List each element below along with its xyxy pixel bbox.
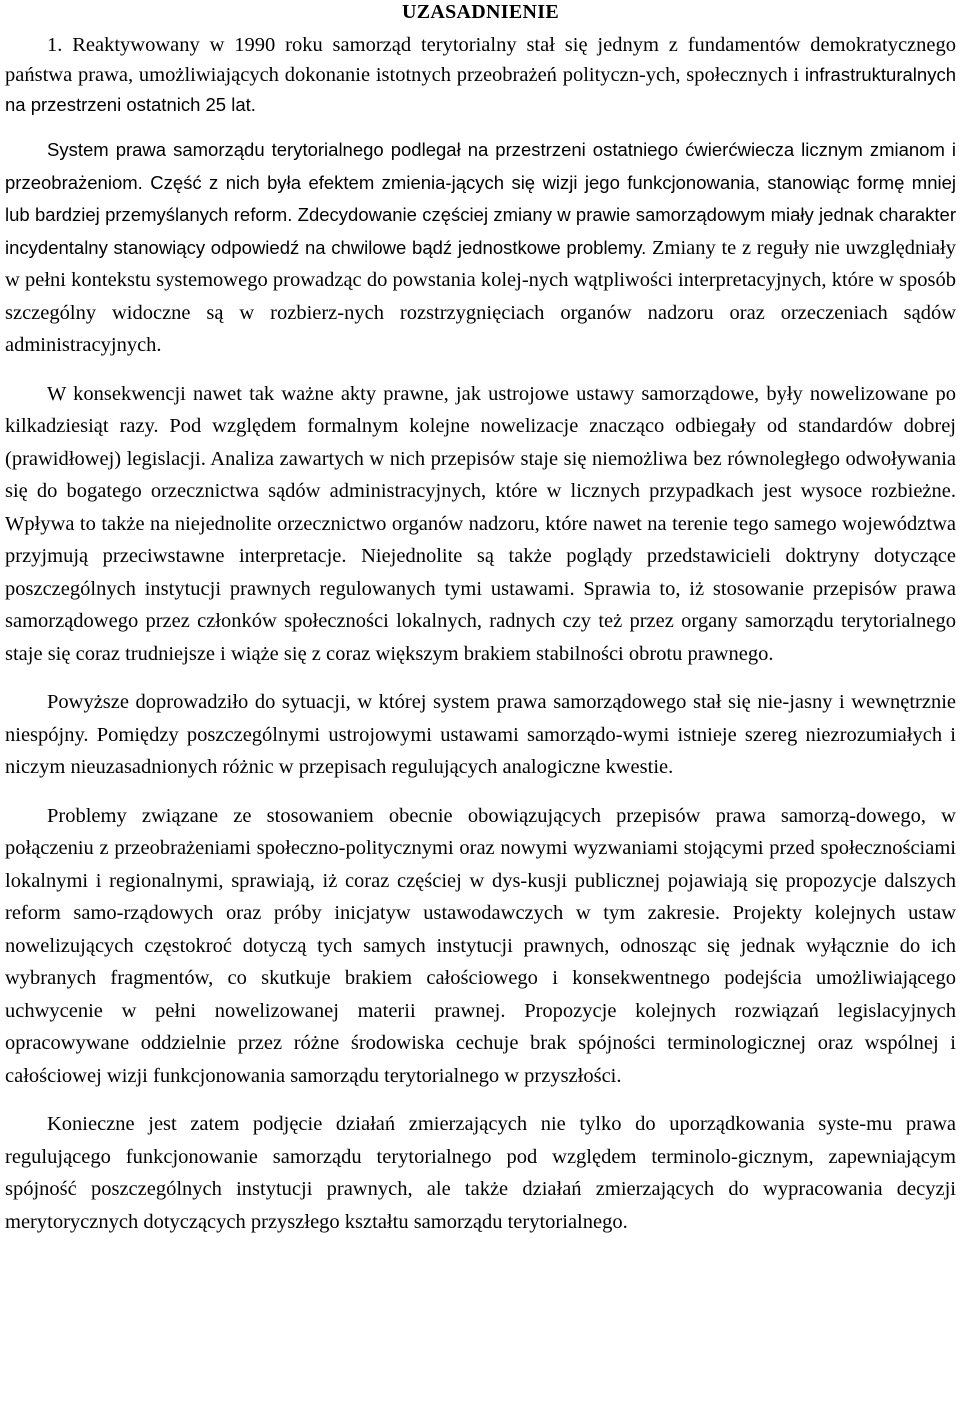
document-title: UZASADNIENIE (402, 1, 559, 23)
paragraph-3: W konsekwencji nawet tak ważne akty prawne, jak ustrojowe ustawy samorządowe, były nowelizowane po kilkadziesiąt razy. Pod względem formalnym kolejne nowelizacje znacząco odbiegały od standardów dobrej (prawidłowej) legislacji. Analiza zawartych w nich przepisów staje się niemożliwa bez równoległego odwoływania się do bogatego orzecznictwa sądów administracyjnych, które w licznych przypadkach jest wysoce rozbieżne. Wpływa to także na niejednolite orzecznictwo organów nadzoru, które nawet na terenie tego samego województwa przyjmują przeciwstawne interpretacje. Niejednolite są także poglądy przedstawicieli doktryny dotyczące poszczególnych instytucji prawnych regulowanych tymi ustawami. Sprawia to, iż stosowanie przepisów prawa samorządowego przez członków społeczności lokalnych, radnych czy też przez organy samorządu terytorialnego staje się coraz trudniejsze i wiąże się z coraz większym brakiem stabilności obrotu prawnego. (5, 382, 956, 665)
paragraph-1-text-sans: infrastrukturalnych na przestrzeni ostatnich 25 lat. (5, 64, 956, 115)
paragraph-6: Konieczne jest zatem podjęcie działań zmierzających nie tylko do uporządkowania syste-mu prawa regulującego funkcjonowanie samorządu terytorialnego pod względem terminolo-gicznym, zapewniającym spójność poszczególnych instytucji prawnych, ale także działań zmierzających do wypracowania decyzji merytorycznych dotyczących przyszłego kształtu samorządu terytorialnego. (5, 1113, 956, 1233)
paragraph-2 (5, 134, 956, 362)
paragraph-1-text: 1. Reaktywowany w 1990 roku samorząd terytorialny stał się jednym z fundamentów demokratycznego państwa prawa, umożliwiających dokonanie istotnych przeobrażeń polityczn-ych, społecznych i (5, 34, 956, 86)
paragraph-1 (5, 30, 956, 120)
paragraph-5: Problemy związane ze stosowaniem obecnie obowiązujących przepisów prawa samorzą-dowego, w połączeniu z przeobrażeniami społeczno-politycznymi oraz nowymi wyzwaniami stojącymi przed społecznościami lokalnymi i regionalnymi, sprawiają, iż coraz częściej w dys-kusji publicznej pojawiają się propozycje dalszych reform samo-rządowych oraz próby inicjatyw ustawodawczych w tym zakresie. Projekty kolejnych ustaw nowelizujących częstokroć dotyczą tych samych instytucji prawnych, odnosząc się jednak wyłącznie do ich wybranych fragmentów, co skutkuje brakiem całościowego i konsekwentnego podejścia umożliwiającego uchwycenie w pełni nowelizowanej materii prawnej. Propozycje kolejnych rozwiązań legislacyjnych opracowywane oddzielnie przez różne środowiska cechuje brak spójności terminologicznej oraz wspólnej i całościowej wizji funkcjonowania samorządu terytorialnego w przyszłości. (5, 804, 956, 1087)
paragraph-2-text-sans: System prawa samorządu terytorialnego podlegał na przestrzeni ostatniego ćwierćwiecza licznym zmianom i przeobrażeniom. Część z nich była efektem zmienia-jących się wizji jego funkcjonowania, stanowiąc formę mniej lub bardziej przemyślanych reform. Zdecydowanie częściej zmiany w prawie samorządowym miały jednak charakter incydentalny stanowiący odpowiedź na chwilowe bądź jednostkowe problemy. (5, 139, 956, 258)
document-page (5, 0, 956, 1238)
paragraph-4: Powyższe doprowadziło do sytuacji, w której system prawa samorządowego stał się nie-jasny i wewnętrznie niespójny. Pomiędzy poszczególnymi ustrojowymi ustawami samorządo-wymi istnieje szereg niezrozumiałych i niczym nieuzasadnionych różnic w przepisach regulujących analogiczne kwestie. (5, 691, 956, 778)
paragraph-2-text: Zmiany te z reguły nie uwzględniały w pełni kontekstu systemowego prowadząc do powstania kolej-nych wątpliwości interpretacyjnych, które w sposób szczególny widoczne są w rozbierz-nych rozstrzygnięciach organów nadzoru oraz orzeczeniach sądów administracyjnych. (5, 236, 956, 356)
